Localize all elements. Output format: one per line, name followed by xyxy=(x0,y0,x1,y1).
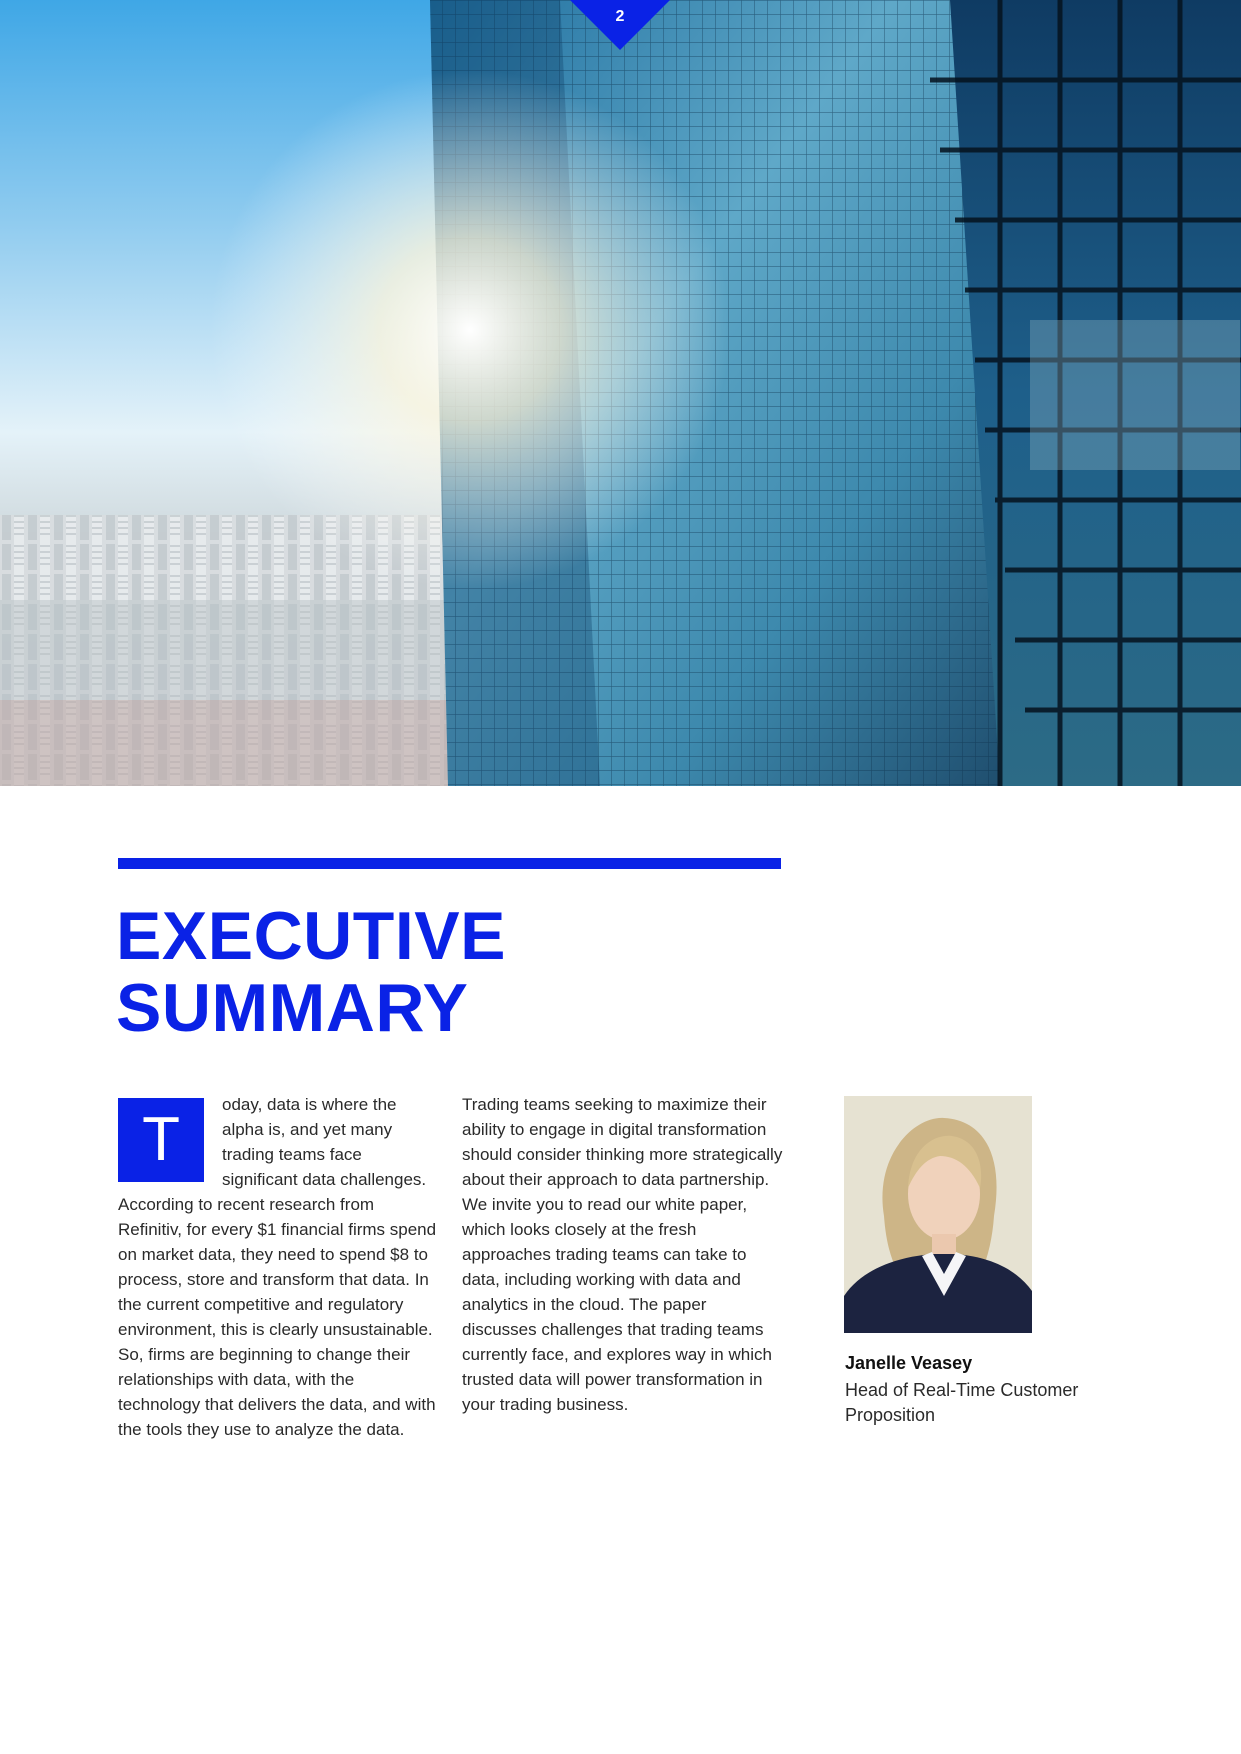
page-title xyxy=(116,900,506,1044)
column-1-text: oday, data is where the alpha is, and yet many trading teams face significant data challenges. According to recent research from Refinitiv, for every $1 financial firms spend on market data, they need to spend $8 to process, store and transform that data. In the current competitive and regulatory environment, this is clearly unsustainable. So, firms are beginning to change their relationships with data, with the technology that delivers the data, and with the tools they use to analyze the data. xyxy=(118,1095,437,1439)
body-column-1 xyxy=(118,1092,440,1442)
body-column-2: Trading teams seeking to maximize their ability to engage in digital transformation should consider thinking more strategically about their approach to data partnership. We invite you to read our white paper, which looks closely at the fresh approaches trading teams can take to data, including working with data and analytics in the cloud. The paper discusses challenges that trading teams currently face, and explores way in which trusted data will power transformation in your trading business. xyxy=(462,1095,783,1414)
page-number: 2 xyxy=(615,8,625,25)
author-name: Janelle Veasey xyxy=(845,1353,973,1373)
page-number-badge xyxy=(570,0,670,50)
drop-cap: T xyxy=(118,1098,204,1182)
author-role: Head of Real-Time Customer Proposition xyxy=(845,1380,1079,1425)
title-line-1: EXECUTIVE xyxy=(116,898,506,974)
author-portrait xyxy=(844,1096,1032,1333)
skyline-illustration xyxy=(0,0,1241,786)
heading-rule xyxy=(118,858,781,869)
portrait-illustration xyxy=(844,1096,1032,1333)
title-line-2: SUMMARY xyxy=(116,970,469,1046)
hero-image xyxy=(0,0,1241,786)
